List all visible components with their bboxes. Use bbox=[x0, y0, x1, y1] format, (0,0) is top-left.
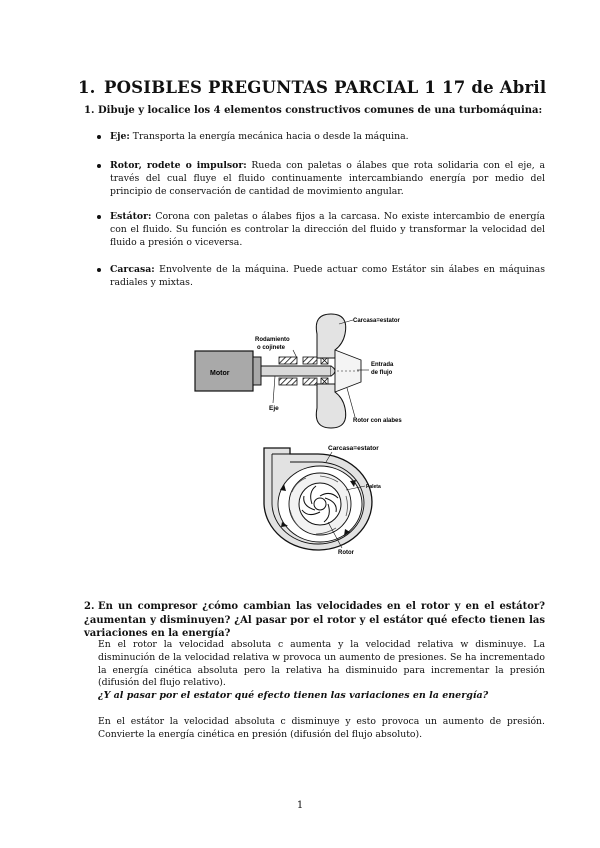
inlet-label-line1: Entrada bbox=[371, 362, 394, 368]
bullet-carcasa bbox=[110, 264, 545, 290]
motor-flange bbox=[253, 357, 261, 385]
bearing-label-line1: Rodamiento bbox=[255, 337, 290, 343]
bearing-upper-left bbox=[279, 357, 297, 364]
shaft-label: Eje bbox=[269, 405, 279, 412]
bullet-eje bbox=[110, 131, 545, 144]
term-rotor: Rotor, rodete o impulsor: bbox=[110, 160, 247, 171]
bearing-upper-right bbox=[303, 357, 317, 364]
motor-label: Motor bbox=[210, 370, 230, 377]
subquestion-estator: ¿Y al pasar por el estator qué efecto tienen las variaciones en la energía? bbox=[98, 690, 489, 701]
volute-casing-label: Carcasa=estator bbox=[328, 445, 379, 452]
question-1 bbox=[84, 104, 554, 118]
casing-label: Carcasa=estator bbox=[353, 318, 400, 324]
bullet-estator bbox=[110, 211, 545, 249]
answer-2-rotor: En el rotor la velocidad absoluta c aumenta y la velocidad relativa w disminuye. La disminución de la velocidad relativa w provoca un aumento de presiones. Se ha incrementado la energía cinética absoluta pero la relativa ha disminuido para incrementar la presión (difusión del flujo relativo). bbox=[98, 639, 545, 689]
question-2-text: En un compresor ¿cómo cambian las velocidades en el rotor y en el estátor? ¿aumentan y disminuyen? ¿Al pasar por el rotor y el estátor qué efecto tienen las variaciones en la energía? bbox=[84, 601, 545, 639]
bullet-dot bbox=[97, 135, 101, 139]
text-carcasa: Envolvente de la máquina. Puede actuar como Estátor sin álabes en máquinas radiales y mixtas. bbox=[110, 264, 545, 288]
question-1-text: Dibuje y localice los 4 elementos constructivos comunes de una turbomáquina: bbox=[98, 105, 543, 116]
answer-2-estator: En el estátor la velocidad absoluta c disminuye y esto provoca un aumento de presión. Convierte la energía cinética en presión (difusión del flujo absoluto). bbox=[98, 716, 545, 740]
bearing-lower-right bbox=[303, 378, 317, 385]
vane-label: Paleta bbox=[366, 484, 381, 490]
shaft bbox=[261, 366, 331, 376]
term-estator: Estátor: bbox=[110, 211, 152, 222]
inlet-label-line2: de flujo bbox=[371, 370, 393, 376]
casing bbox=[316, 314, 345, 358]
bullet-dot bbox=[97, 215, 101, 219]
term-carcasa: Carcasa: bbox=[110, 264, 155, 275]
volute-diagram bbox=[250, 440, 390, 560]
question-1-number: 1. bbox=[84, 105, 95, 116]
question-2 bbox=[84, 600, 545, 641]
section-number: 1. bbox=[78, 78, 96, 97]
text-rotor: Rueda con paletas o álabes que rota solidaria con el eje, a través del cual fluye el fluido continuamente intercambiando energía por medio del principio de conservación de cantidad de movimiento angular. bbox=[110, 160, 545, 197]
bearing-label-line2: o cojinete bbox=[257, 345, 286, 351]
bullet-rotor bbox=[110, 160, 545, 198]
bullet-dot bbox=[97, 164, 101, 168]
rotor-blades-label: Rotor con alabes bbox=[353, 418, 402, 424]
page-number: 1 bbox=[296, 800, 304, 811]
section-title-text: POSIBLES PREGUNTAS PARCIAL 1 17 de Abril bbox=[104, 78, 547, 97]
bullet-dot bbox=[97, 268, 101, 272]
text-estator: Corona con paletas o álabes fijos a la carcasa. No existe intercambio de energía con el fluido. Su función es controlar la dirección del fluido y transformar la velocidad del fluido a presión o viceversa. bbox=[110, 211, 545, 248]
question-2-number: 2. bbox=[84, 601, 95, 612]
text-eje: Transporta la energía mecánica hacia o desde la máquina. bbox=[129, 131, 409, 142]
rotor-label: Rotor bbox=[338, 550, 354, 556]
turbomachine-diagram bbox=[185, 310, 425, 430]
term-eje: Eje: bbox=[110, 131, 130, 142]
section-title bbox=[78, 78, 558, 97]
bearing-lower-left bbox=[279, 378, 297, 385]
